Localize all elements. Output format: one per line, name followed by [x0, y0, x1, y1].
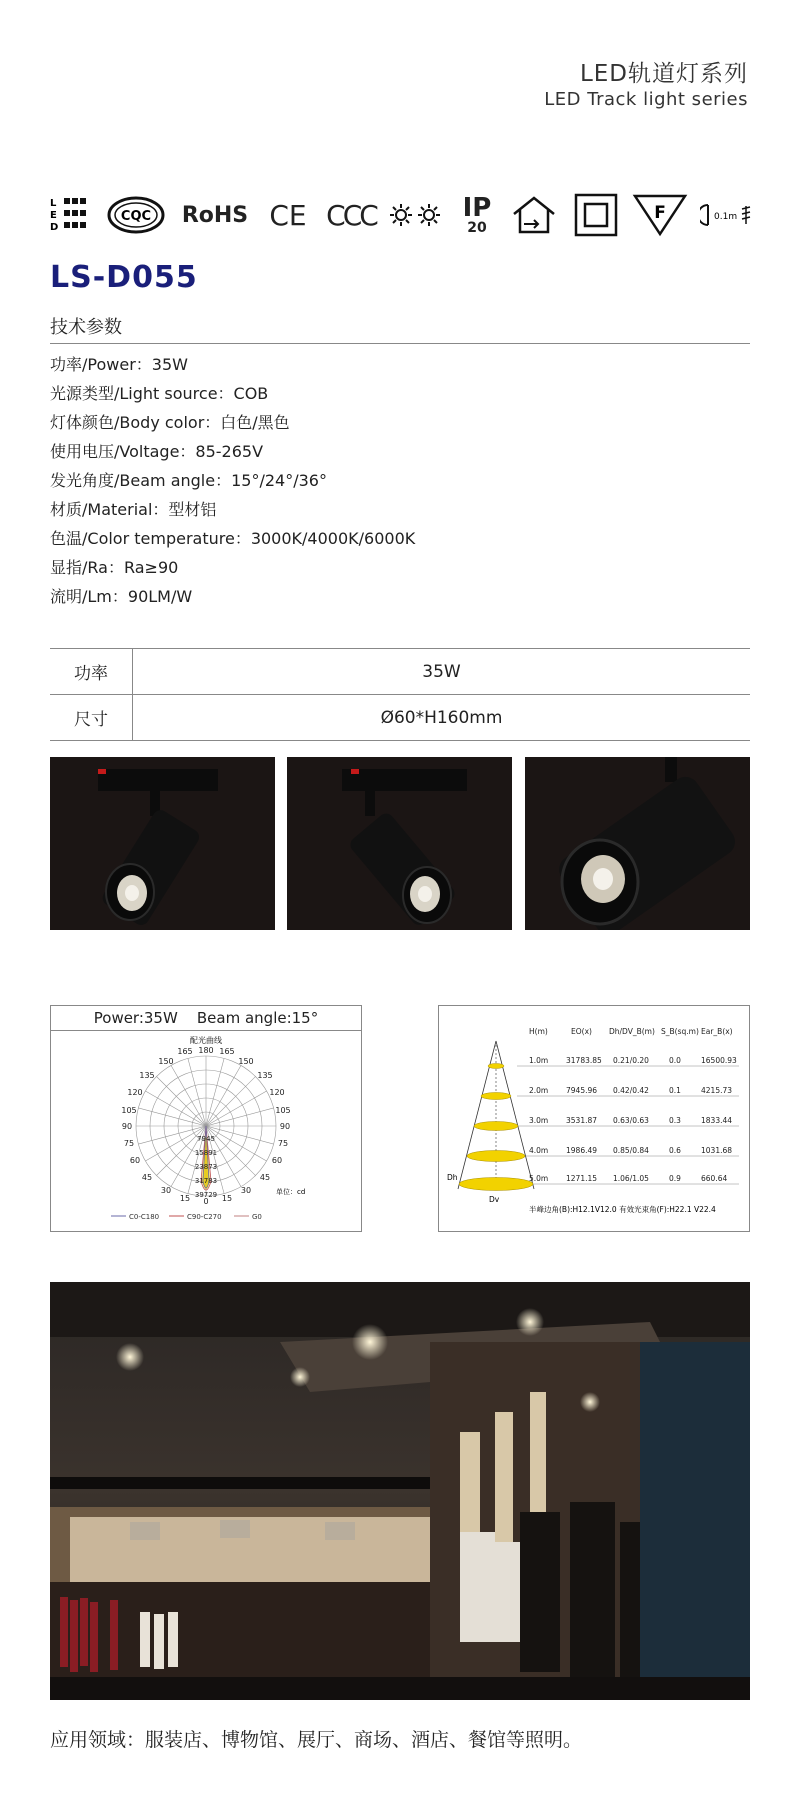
spec-power: 功率/Power：35W: [50, 355, 188, 374]
svg-text:0.63/0.63: 0.63/0.63: [613, 1116, 649, 1125]
svg-text:0.6: 0.6: [669, 1146, 681, 1155]
svg-text:660.64: 660.64: [701, 1174, 728, 1183]
svg-text:31783: 31783: [194, 1177, 218, 1185]
spec-table: [50, 648, 750, 741]
svg-text:135: 135: [139, 1071, 155, 1080]
sun-icons: [385, 190, 445, 240]
table-row: [50, 695, 750, 741]
product-photo-1: [50, 757, 275, 930]
svg-text:15: 15: [221, 1194, 233, 1203]
spec-heading: 技术参数: [50, 317, 122, 338]
svg-text:7945: 7945: [197, 1135, 215, 1143]
polar-unit: 单位：cd: [276, 1188, 306, 1196]
svg-text:31783.85: 31783.85: [566, 1056, 602, 1065]
spec-material: 材质/Material：型材铝: [50, 500, 217, 519]
table-value-size: Ø60*H160mm: [133, 695, 751, 741]
svg-text:H(m): H(m): [529, 1027, 548, 1036]
svg-text:120: 120: [127, 1088, 143, 1097]
svg-text:4.0m: 4.0m: [529, 1146, 549, 1155]
spec-voltage: 使用电压/Voltage：85-265V: [50, 442, 264, 461]
svg-text:60: 60: [129, 1156, 141, 1165]
spec-divider: [50, 343, 750, 344]
svg-text:1031.68: 1031.68: [701, 1146, 733, 1155]
svg-text:D: D: [50, 222, 59, 233]
ip-rating: 20: [467, 220, 487, 236]
indoor-house-icon: [508, 190, 560, 240]
svg-text:0.9: 0.9: [669, 1174, 681, 1183]
svg-text:45: 45: [259, 1173, 271, 1182]
svg-text:15: 15: [179, 1194, 191, 1203]
svg-text:150: 150: [238, 1057, 254, 1066]
svg-text:Dh/DV_B(m): Dh/DV_B(m): [609, 1027, 655, 1036]
rohs-mark: RoHS: [181, 202, 249, 228]
svg-text:3531.87: 3531.87: [566, 1116, 598, 1125]
table-value-power: 35W: [133, 649, 751, 695]
svg-text:23873: 23873: [194, 1163, 218, 1171]
svg-text:0.21/0.20: 0.21/0.20: [613, 1056, 649, 1065]
f-mark-icon: [630, 190, 690, 240]
svg-text:16500.93: 16500.93: [701, 1056, 737, 1065]
svg-text:L: L: [50, 198, 57, 209]
svg-text:2.0m: 2.0m: [529, 1086, 549, 1095]
illum-footer: 半峰边角(B):H12.1V12.0 有效光束角(F):H22.1 V22.4: [529, 1205, 716, 1214]
table-key-size: 尺寸: [50, 695, 133, 741]
legend-c0: C0-C180: [129, 1213, 160, 1221]
svg-text:165: 165: [219, 1047, 235, 1056]
product-photo-3: [525, 757, 750, 930]
ccc-mark: CCC: [326, 198, 376, 232]
svg-text:CQC: CQC: [120, 209, 152, 224]
certification-row: [50, 190, 750, 240]
svg-text:45: 45: [141, 1173, 153, 1182]
class2-square-icon: [570, 190, 622, 240]
svg-text:75: 75: [123, 1139, 135, 1148]
polar-plot: [51, 1031, 361, 1231]
svg-text:0.42/0.42: 0.42/0.42: [613, 1086, 649, 1095]
svg-text:3.0m: 3.0m: [529, 1116, 549, 1125]
svg-text:150: 150: [158, 1057, 174, 1066]
svg-text:135: 135: [257, 1071, 273, 1080]
svg-text:15891: 15891: [194, 1149, 218, 1157]
application-scene-photo: [50, 1282, 750, 1700]
svg-text:165: 165: [177, 1047, 193, 1056]
svg-text:0.0: 0.0: [669, 1056, 681, 1065]
table-row: [50, 649, 750, 695]
svg-text:39729: 39729: [194, 1191, 218, 1199]
ce-mark: CE: [269, 198, 307, 232]
svg-text:0.1: 0.1: [669, 1086, 681, 1095]
svg-text:105: 105: [275, 1106, 291, 1115]
svg-text:S_B(sq.m): S_B(sq.m): [661, 1027, 699, 1036]
svg-text:0: 0: [203, 1197, 209, 1206]
svg-text:30: 30: [160, 1186, 172, 1195]
svg-text:30: 30: [240, 1186, 252, 1195]
series-title-en: LED Track light series: [544, 89, 748, 110]
dh-label: Dh: [447, 1173, 458, 1182]
svg-text:E: E: [50, 210, 57, 221]
svg-text:EO(x): EO(x): [571, 1027, 592, 1036]
svg-text:5.0m: 5.0m: [529, 1174, 549, 1183]
svg-text:0.1m: 0.1m: [714, 212, 738, 222]
svg-text:180: 180: [198, 1046, 214, 1055]
svg-text:90: 90: [279, 1122, 291, 1131]
spec-light-source: 光源类型/Light source：COB: [50, 384, 269, 403]
svg-text:0.85/0.84: 0.85/0.84: [613, 1146, 649, 1155]
svg-text:4215.73: 4215.73: [701, 1086, 733, 1095]
svg-text:75: 75: [277, 1139, 289, 1148]
ip20-mark: [452, 190, 502, 240]
product-photo-2: [287, 757, 512, 930]
led-logo-icon: [50, 190, 90, 240]
ip-label: IP: [462, 193, 492, 223]
spec-ra: 显指/Ra：Ra≥90: [50, 558, 179, 577]
svg-text:1271.15: 1271.15: [566, 1174, 598, 1183]
dv-label: Dv: [489, 1195, 500, 1204]
svg-text:Ear_B(x): Ear_B(x): [701, 1027, 733, 1036]
illuminance-plot: [439, 1006, 749, 1231]
table-key-power: 功率: [50, 649, 133, 695]
spec-body-color: 灯体颜色/Body color：白色/黑色: [50, 413, 290, 432]
legend-g0: G0: [252, 1213, 262, 1221]
svg-text:F: F: [654, 203, 666, 223]
spec-lumen: 流明/Lm：90LM/W: [50, 587, 193, 606]
polar-chart-header: Power:35W Beam angle:15°: [51, 1006, 361, 1031]
series-title-cn: LED轨道灯系列: [579, 61, 748, 87]
svg-text:7945.96: 7945.96: [566, 1086, 598, 1095]
svg-text:1.06/1.05: 1.06/1.05: [613, 1174, 649, 1183]
svg-text:1986.49: 1986.49: [566, 1146, 598, 1155]
polar-subtitle: 配光曲线: [190, 1036, 222, 1045]
polar-light-distribution-chart: [50, 1005, 362, 1232]
spec-list: [50, 350, 415, 611]
product-model: LS-D055: [50, 260, 198, 295]
svg-text:1.0m: 1.0m: [529, 1056, 549, 1065]
svg-text:1833.44: 1833.44: [701, 1116, 733, 1125]
application-footer: 应用领域：服装店、博物馆、展厅、商场、酒店、餐馆等照明。: [50, 1729, 583, 1751]
spec-color-temperature: 色温/Color temperature：3000K/4000K/6000K: [50, 529, 416, 548]
spec-beam-angle: 发光角度/Beam angle：15°/24°/36°: [50, 471, 327, 490]
distance-icon: [700, 190, 752, 240]
svg-text:0.3: 0.3: [669, 1116, 681, 1125]
cqc-mark-icon: [106, 190, 166, 240]
svg-text:120: 120: [269, 1088, 285, 1097]
svg-text:105: 105: [121, 1106, 137, 1115]
svg-text:90: 90: [121, 1122, 133, 1131]
svg-text:60: 60: [271, 1156, 283, 1165]
legend-c90: C90-C270: [187, 1213, 222, 1221]
illuminance-cone-chart: [438, 1005, 750, 1232]
